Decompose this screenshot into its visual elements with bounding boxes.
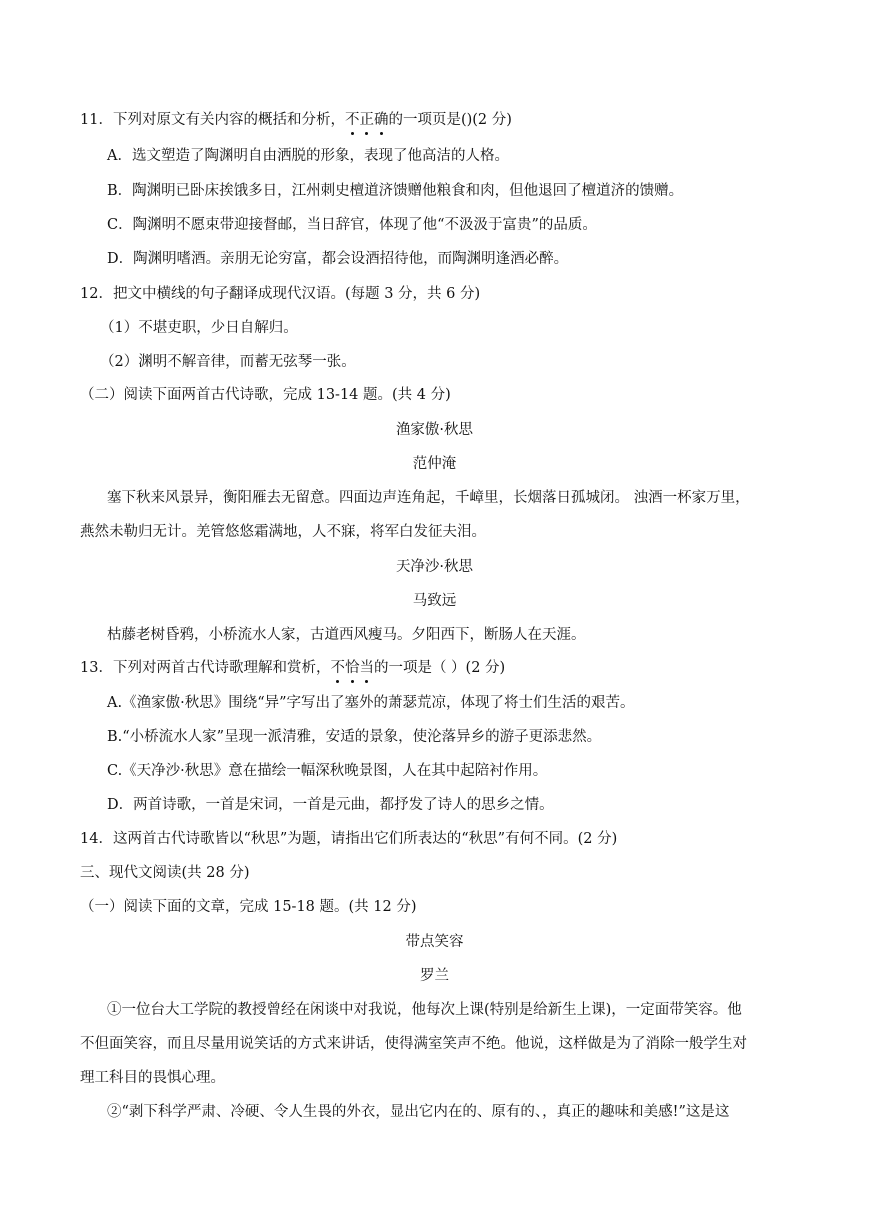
- section3-intro: （一）阅读下面的文章，完成 15-18 题。(共 12 分): [80, 899, 417, 915]
- emphasis-char: 不: [330, 660, 345, 676]
- q11-option-c: C．陶渊明不愿束带迎接督邮，当日辞官，体现了他“不汲汲于富贵”的品质。: [107, 217, 597, 233]
- q13-stem: 13．下列对两首古代诗歌理解和赏析，不恰当的一项是（ ）(2 分): [80, 660, 506, 676]
- poem2-author: 马致远: [412, 593, 457, 609]
- poem1-title: 渔家傲·秋思: [395, 422, 474, 438]
- q13-option-c: C.《天净沙·秋思》意在描绘一幅深秋晚景图，人在其中起陪衬作用。: [107, 763, 548, 779]
- section3-heading: 三、现代文阅读(共 28 分): [80, 865, 250, 881]
- article-p2-line1: ②“剥下科学严肃、冷硬、令人生畏的外衣，显出它内在的、原有的、，真正的趣味和美感!”这是这: [107, 1104, 730, 1120]
- emphasis-char: 恰: [344, 660, 360, 676]
- emphasis-char: 当: [359, 660, 374, 676]
- article-p1-line1: ①一位台大工学院的教授曾经在闲谈中对我说，他每次上课(特别是给新生上课)，一定面带笑容。他: [107, 1002, 742, 1018]
- q11-option-a: A．选文塑造了陶渊明自由洒脱的形象，表现了他高洁的人格。: [107, 148, 509, 164]
- poem1-text-line1: 塞下秋来风景异，衡阳雁去无留意。四面边声连角起，千嶂里，长烟落日孤城闭。 浊酒一杯家万里，: [107, 490, 750, 506]
- q13-option-d: D．两首诗歌，一首是宋词，一首是元曲，都抒发了诗人的思乡之情。: [107, 797, 554, 813]
- poem2-text-line1: 枯藤老树昏鸦，小桥流水人家，古道西风瘦马。夕阳西下，断肠人在天涯。: [107, 627, 586, 643]
- q12-stem: 12．把文中横线的句子翻译成现代汉语。(每题 3 分，共 6 分): [80, 286, 481, 302]
- q14-stem: 14．这两首古代诗歌皆以“秋思”为题，请指出它们所表达的“秋思”有何不同。(2 分): [80, 831, 618, 847]
- article-p1-line3: 理工科目的畏惧心理。: [80, 1070, 225, 1086]
- emphasis-char: 正: [359, 112, 374, 128]
- emphasis-char: 确: [373, 112, 389, 128]
- poem1-author: 范仲淹: [412, 456, 457, 472]
- q11-option-d: D．陶渊明嗜酒。亲朋无论穷富，都会设酒招待他，而陶渊明逢酒必醉。: [107, 251, 569, 267]
- q11-option-b: B．陶渊明已卧床挨饿多日，江州刺史檀道济馈赠他粮食和肉，但他退回了檀道济的馈赠。: [107, 183, 684, 199]
- q11-stem: 11．下列对原文有关内容的概括和分析，不正确的一项页是()(2 分): [80, 112, 512, 128]
- q13-option-b: B.“小桥流水人家”呈现一派清雅，安适的景象，使沦落异乡的游子更添悲然。: [107, 729, 602, 745]
- q13-option-a: A.《渔家傲·秋思》围绕“异”字写出了塞外的萧瑟荒凉，体现了将士们生活的艰苦。: [107, 695, 635, 711]
- poem1-text-line2: 燕然未勒归无计。羌管悠悠霜满地，人不寐，将军白发征夫泪。: [80, 524, 486, 540]
- section2-intro: （二）阅读下面两首古代诗歌，完成 13-14 题。(共 4 分): [80, 387, 451, 403]
- article-title: 带点笑容: [405, 934, 464, 950]
- article-p1-line2: 不但面笑容，而且尽量用说笑话的方式来讲话，使得满室笑声不绝。他说，这样做是为了消除一般学生对: [80, 1036, 747, 1052]
- article-author: 罗兰: [420, 968, 449, 984]
- q12-item-1: （1）不堪吏职，少日自解归。: [100, 320, 298, 336]
- emphasis-char: 不: [344, 112, 360, 128]
- poem2-title: 天净沙·秋思: [395, 559, 474, 575]
- q12-item-2: （2）渊明不解音律，而蓄无弦琴一张。: [100, 354, 356, 370]
